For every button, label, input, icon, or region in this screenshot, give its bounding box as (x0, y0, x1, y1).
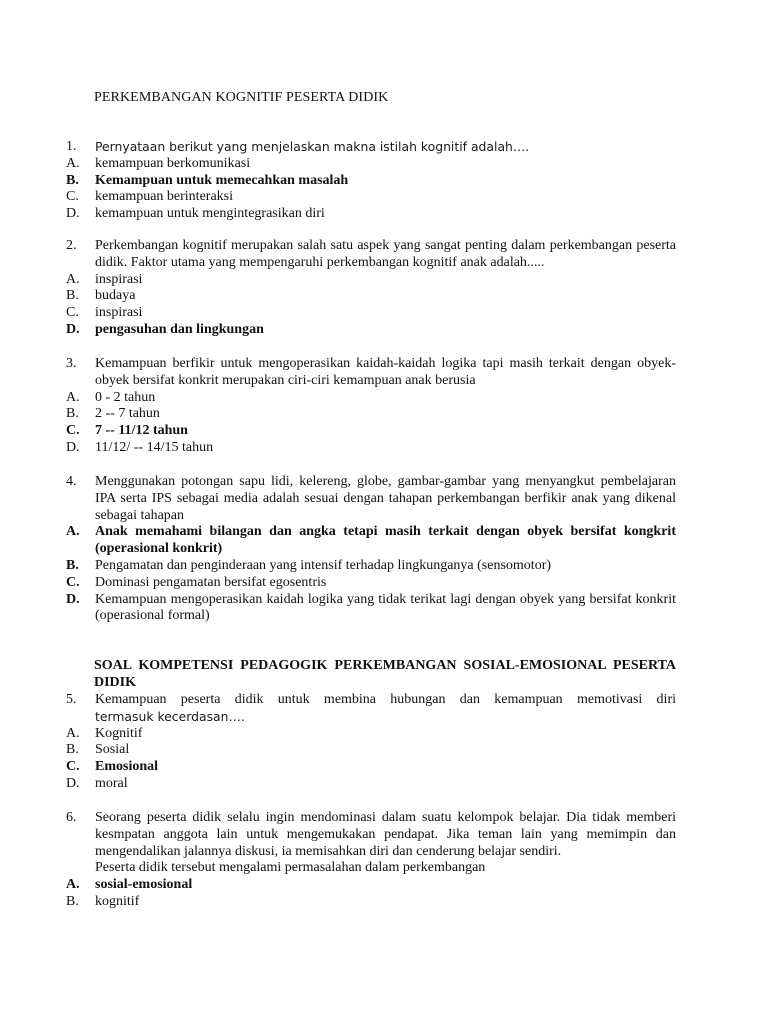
option-letter: B. (66, 893, 79, 909)
question-text: Perkembangan kognitif merupakan salah satu aspek yang sangat penting dalam perkembangan peserta didik. Faktor utama yang mempengaruhi perkembangan kognitif anak adalah..... (95, 238, 676, 270)
question-text: Menggunakan potongan sapu lidi, kelereng, globe, gambar-gambar yang menyangkut pembelajaran IPA serta IPS sebagai media adalah sesuai dengan tahapan perkembangan berfikir anak yang dikenal sebagai tahapan (95, 474, 676, 523)
option-b-correct (66, 173, 676, 190)
question-number: 1. (66, 139, 77, 154)
question-stem (66, 238, 676, 272)
question-text: Pernyataan berikut yang menjelaskan makna istilah kognitif adalah…. (95, 139, 530, 154)
question-4 (66, 474, 676, 625)
question-stem (66, 356, 676, 390)
option-b (66, 288, 676, 305)
option-letter: A. (66, 155, 80, 171)
option-text: budaya (95, 288, 136, 304)
option-letter: C. (66, 305, 79, 321)
question-stem (66, 692, 676, 709)
option-text: sosial-emosional (95, 877, 193, 893)
option-a-correct (66, 877, 676, 894)
question-6 (66, 810, 676, 911)
question-stem (66, 474, 676, 524)
option-d (66, 776, 676, 793)
option-letter: D. (66, 321, 80, 337)
option-letter: C. (66, 759, 80, 775)
option-b (66, 894, 676, 911)
question-text-line1: Kemampuan peserta didik untuk membina hubungan dan kemampuan memotivasi diri (95, 692, 676, 707)
option-text: kemampuan untuk mengintegrasikan diri (95, 206, 325, 222)
page-title: PERKEMBANGAN KOGNITIF PESERTA DIDIK (94, 90, 389, 105)
question-3 (66, 356, 676, 457)
question-stem (66, 810, 676, 860)
option-text: 7 -- 11/12 tahun (95, 423, 188, 439)
option-letter: A. (66, 877, 80, 893)
option-text: Sosial (95, 742, 130, 758)
option-a (66, 272, 676, 289)
option-text: Emosional (95, 759, 159, 775)
option-d (66, 206, 676, 223)
option-letter: A. (66, 271, 80, 287)
option-letter: A. (66, 725, 80, 741)
option-b (66, 406, 676, 423)
option-text: Kemampuan mengoperasikan kaidah logika yang tidak terikat lagi dengan obyek yang bersifat konkrit (operasional formal) (95, 591, 676, 624)
option-letter: D. (66, 206, 80, 222)
option-text: Dominasi pengamatan bersifat egosentris (95, 574, 327, 590)
option-d (66, 592, 676, 626)
question-number: 5. (66, 692, 77, 707)
question-number: 2. (66, 238, 77, 253)
option-letter: D. (66, 591, 80, 607)
option-letter: C. (66, 574, 80, 590)
option-c (66, 189, 676, 206)
option-letter: D. (66, 439, 80, 455)
option-c-correct (66, 423, 676, 440)
option-a (66, 390, 676, 407)
option-text: 11/12/ -- 14/15 tahun (95, 439, 214, 455)
option-text: moral (95, 775, 128, 791)
option-letter: B. (66, 557, 79, 573)
option-text: inspirasi (95, 271, 143, 287)
option-text: 0 - 2 tahun (95, 389, 156, 405)
option-d (66, 440, 676, 457)
option-text: Kemampuan untuk memecahkan masalah (95, 172, 349, 188)
option-letter: B. (66, 742, 79, 758)
option-d-correct (66, 322, 676, 339)
option-text: Kognitif (95, 725, 143, 741)
option-letter: C. (66, 423, 80, 439)
option-letter: A. (66, 389, 80, 405)
option-text: Anak memahami bilangan dan angka tetapi masih terkait dengan obyek bersifat kongkrit (operasional konkrit) (95, 524, 676, 557)
option-c-correct (66, 759, 676, 776)
option-text: kemampuan berinteraksi (95, 189, 234, 205)
option-text: kognitif (95, 893, 140, 909)
section-title: SOAL KOMPETENSI PEDAGOGIK PERKEMBANGAN SOSIAL-EMOSIONAL PESERTA DIDIK (94, 658, 676, 690)
option-c (66, 305, 676, 322)
question-number: 3. (66, 356, 77, 371)
option-text: 2 -- 7 tahun (95, 406, 160, 422)
option-letter: B. (66, 406, 79, 422)
option-a-correct (66, 524, 676, 558)
option-text: inspirasi (95, 305, 143, 321)
question-text-2: Peserta didik tersebut mengalami permasalahan dalam perkembangan (95, 860, 486, 876)
question-text: Seorang peserta didik selalu ingin mendominasi dalam suatu kelompok belajar. Dia tidak memberi kesmpatan anggota lain untuk mengemukakan pendapat. Jika teman lain yang memimpin dan mengendalikan jalannya diskusi, ia memisahkan diri dan cenderung belajar sendiri. (95, 810, 676, 859)
question-2 (66, 238, 676, 339)
question-1 (66, 139, 676, 223)
option-text: pengasuhan dan lingkungan (95, 321, 264, 337)
question-number: 4. (66, 474, 77, 489)
option-a (66, 726, 676, 743)
option-letter: D. (66, 775, 80, 791)
question-number: 6. (66, 810, 77, 825)
question-text-line2: termasuk kecerdasan…. (95, 708, 245, 724)
option-text: Pengamatan dan penginderaan yang intensif terhadap lingkunganya (sensomotor) (95, 557, 552, 573)
option-b (66, 558, 676, 575)
option-letter: C. (66, 189, 79, 205)
option-letter: B. (66, 288, 79, 304)
question-5 (66, 692, 676, 793)
option-letter: A. (66, 524, 80, 540)
question-stem (66, 139, 676, 156)
option-letter: B. (66, 172, 79, 188)
option-a (66, 156, 676, 173)
option-c (66, 575, 676, 592)
option-text: kemampuan berkomunikasi (95, 155, 251, 171)
question-text: Kemampuan berfikir untuk mengoperasikan kaidah-kaidah logika tapi masih terkait dengan obyek-obyek bersifat konkrit merupakan ciri-ciri kemampuan anak berusia (95, 356, 676, 388)
option-b (66, 742, 676, 759)
